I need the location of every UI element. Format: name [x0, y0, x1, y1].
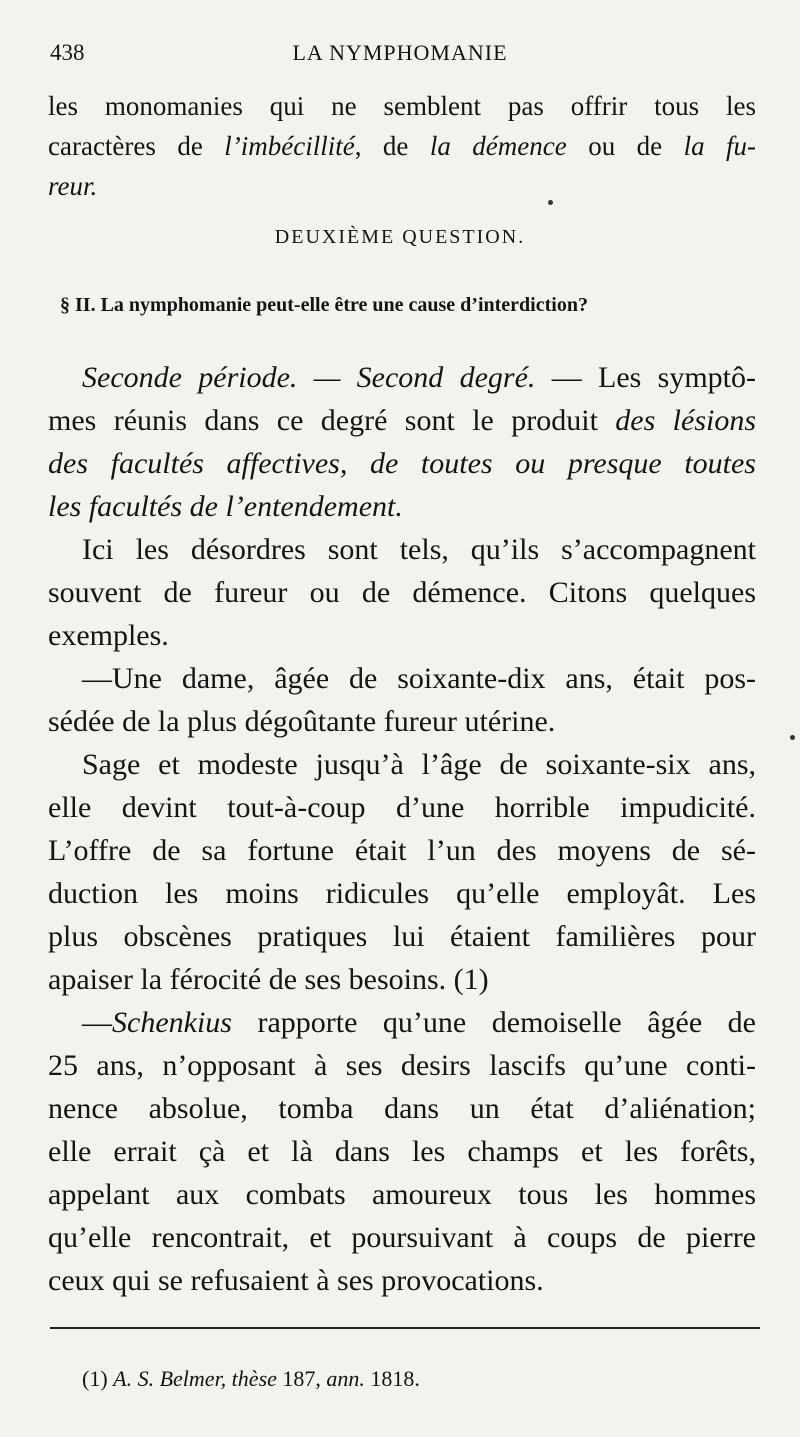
text-line: souvent de fureur ou de démence. Citons quelques: [48, 576, 756, 609]
text-line: les facultés de l’entendement.: [48, 490, 403, 523]
text-line: duction les moins ridicules qu’elle employât. Les: [48, 877, 756, 910]
main-text: [48, 356, 756, 1302]
text-line: elle devint tout-à-coup d’une horrible impudicité.: [48, 791, 756, 824]
text-line: les monomanies qui ne semblent pas offrir tous les: [48, 91, 756, 121]
question-heading: § II. La nymphomanie peut-elle être une cause d’interdiction?: [60, 294, 588, 316]
text-line: Seconde période. — Second degré. — Les symptô-: [82, 361, 756, 394]
text-line: appelant aux combats amoureux tous les hommes: [48, 1178, 756, 1211]
footnote: (1) A. S. Belmer, thèse 187, ann. 1818.: [82, 1366, 420, 1391]
text-line: ceux qui se refusaient à ses provocations.: [48, 1264, 544, 1297]
text-line: Ici les désordres sont tels, qu’ils s’accompagnent: [82, 533, 756, 566]
page-header: [50, 40, 750, 76]
text-line: —Schenkius rapporte qu’une demoiselle âgée de: [82, 1006, 756, 1039]
text-line: 25 ans, n’opposant à ses desirs lascifs qu’une conti-: [48, 1049, 756, 1082]
text-line: elle errait çà et là dans les champs et les forêts,: [48, 1135, 756, 1168]
text-line: sédée de la plus dégoûtante fureur utérine.: [48, 705, 556, 738]
text-line: Sage et modeste jusqu’à l’âge de soixante-six ans,: [82, 748, 756, 781]
ink-dot: [548, 200, 553, 205]
section-heading: DEUXIÈME QUESTION.: [274, 226, 526, 248]
running-title: LA NYMPHOMANIE: [292, 40, 508, 65]
text-line: L’offre de sa fortune était l’un des moyens de sé-: [48, 834, 756, 867]
text-line: mes réunis dans ce degré sont le produit des lésions: [48, 404, 757, 437]
text-line: exemples.: [48, 619, 169, 652]
text-line: nence absolue, tomba dans un état d’aliénation;: [48, 1092, 756, 1125]
text-line: caractères de l’imbécillité, de la démence ou de la fu-: [48, 131, 757, 161]
text-line: —Une dame, âgée de soixante-dix ans, était pos-: [82, 662, 756, 695]
text-line: qu’elle rencontrait, et poursuivant à coups de pierre: [48, 1221, 756, 1254]
text-line: apaiser la férocité de ses besoins. (1): [48, 963, 489, 996]
ink-dot: [790, 735, 795, 740]
text-line: des facultés affectives, de toutes ou presque toutes: [48, 447, 756, 480]
paragraph-continuation: [48, 86, 756, 206]
text-line: plus obscènes pratiques lui étaient familières pour: [48, 920, 756, 953]
text-line: reur.: [48, 171, 98, 201]
page-number: 438: [50, 40, 85, 65]
footnote-rule: [50, 1327, 760, 1329]
